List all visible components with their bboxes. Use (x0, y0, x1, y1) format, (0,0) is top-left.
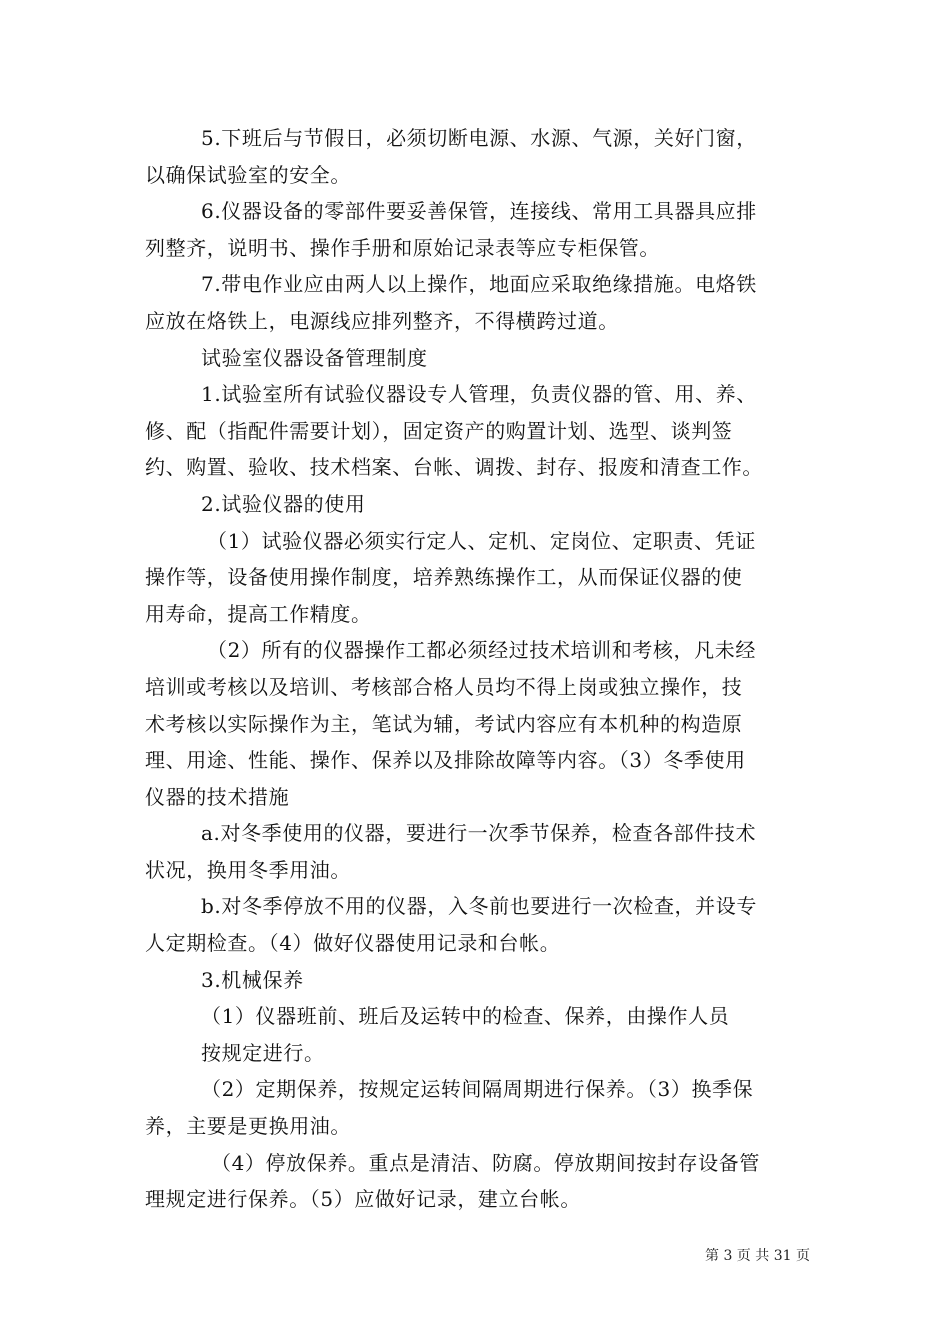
paragraph-line: 仪器的技术措施 (145, 784, 290, 809)
paragraph-line: 约、购置、验收、技术档案、台帐、调拨、封存、报废和清查工作。 (145, 455, 763, 480)
paragraph-line: 1.试验室所有试验仪器设专人管理，负责仪器的管、用、养、 (201, 382, 757, 407)
paragraph-line: （2）定期保养，按规定运转间隔周期进行保养。（3）换季保 (201, 1077, 754, 1102)
paragraph-line: 修、配（指配件需要计划），固定资产的购置计划、选型、谈判签 (145, 418, 733, 443)
paragraph-line: （1）仪器班前、班后及运转中的检查、保养，由操作人员 (201, 1004, 730, 1029)
paragraph-line: （1）试验仪器必须实行定人、定机、定岗位、定职责、凭证 (207, 528, 756, 553)
paragraph-line: 理规定进行保养。（5）应做好记录，建立台帐。 (145, 1187, 581, 1212)
paragraph-line: 理、用途、性能、操作、保养以及排除故障等内容。（3）冬季使用 (145, 748, 746, 773)
paragraph-line: 培训或考核以及培训、考核部合格人员均不得上岗或独立操作，技 (145, 674, 743, 699)
document-body (145, 120, 807, 1218)
paragraph-line: 养，主要是更换用油。 (145, 1114, 351, 1139)
paragraph-line: b.对冬季停放不用的仪器，入冬前也要进行一次检查，并设专 (201, 894, 757, 919)
current-page-number: 3 (723, 1248, 733, 1264)
paragraph-line: 7.带电作业应由两人以上操作，地面应采取绝缘措施。电烙铁 (201, 272, 757, 297)
footer-suffix: 页 (791, 1248, 810, 1264)
paragraph-line: 术考核以实际操作为主，笔试为辅，考试内容应有本机种的构造原 (145, 711, 743, 736)
paragraph-line: 用寿命，提高工作精度。 (145, 601, 372, 626)
footer-middle: 页 共 (732, 1248, 774, 1264)
subsection-heading: 2.试验仪器的使用 (201, 491, 366, 516)
paragraph-line: 按规定进行。 (201, 1040, 325, 1065)
paragraph-line: （4）停放保养。重点是清洁、防腐。停放期间按封存设备管 (211, 1150, 760, 1175)
paragraph-line: a.对冬季使用的仪器，要进行一次季节保养，检查各部件技术 (201, 821, 757, 846)
paragraph-line: 状况，换用冬季用油。 (145, 857, 351, 882)
page-footer (700, 1245, 810, 1265)
paragraph-line: 人定期检查。（4）做好仪器使用记录和台帐。 (145, 931, 561, 956)
total-page-count: 31 (773, 1248, 792, 1264)
paragraph-line: （2）所有的仪器操作工都必须经过技术培训和考核，凡未经 (207, 638, 756, 663)
paragraph-line: 6.仪器设备的零部件要妥善保管，连接线、常用工具器具应排 (201, 199, 757, 224)
paragraph-line: 应放在烙铁上，电源线应排列整齐，不得横跨过道。 (145, 308, 619, 333)
footer-prefix: 第 (704, 1248, 724, 1264)
section-heading: 试验室仪器设备管理制度 (201, 345, 428, 370)
paragraph-line: 操作等，设备使用操作制度，培养熟练操作工，从而保证仪器的使 (145, 565, 743, 590)
paragraph-line: 列整齐，说明书、操作手册和原始记录表等应专柜保管。 (145, 235, 660, 260)
paragraph-line: 以确保试验室的安全。 (145, 162, 351, 187)
paragraph-line: 5.下班后与节假日，必须切断电源、水源、气源，关好门窗， (201, 126, 757, 150)
subsection-heading: 3.机械保养 (201, 967, 304, 992)
